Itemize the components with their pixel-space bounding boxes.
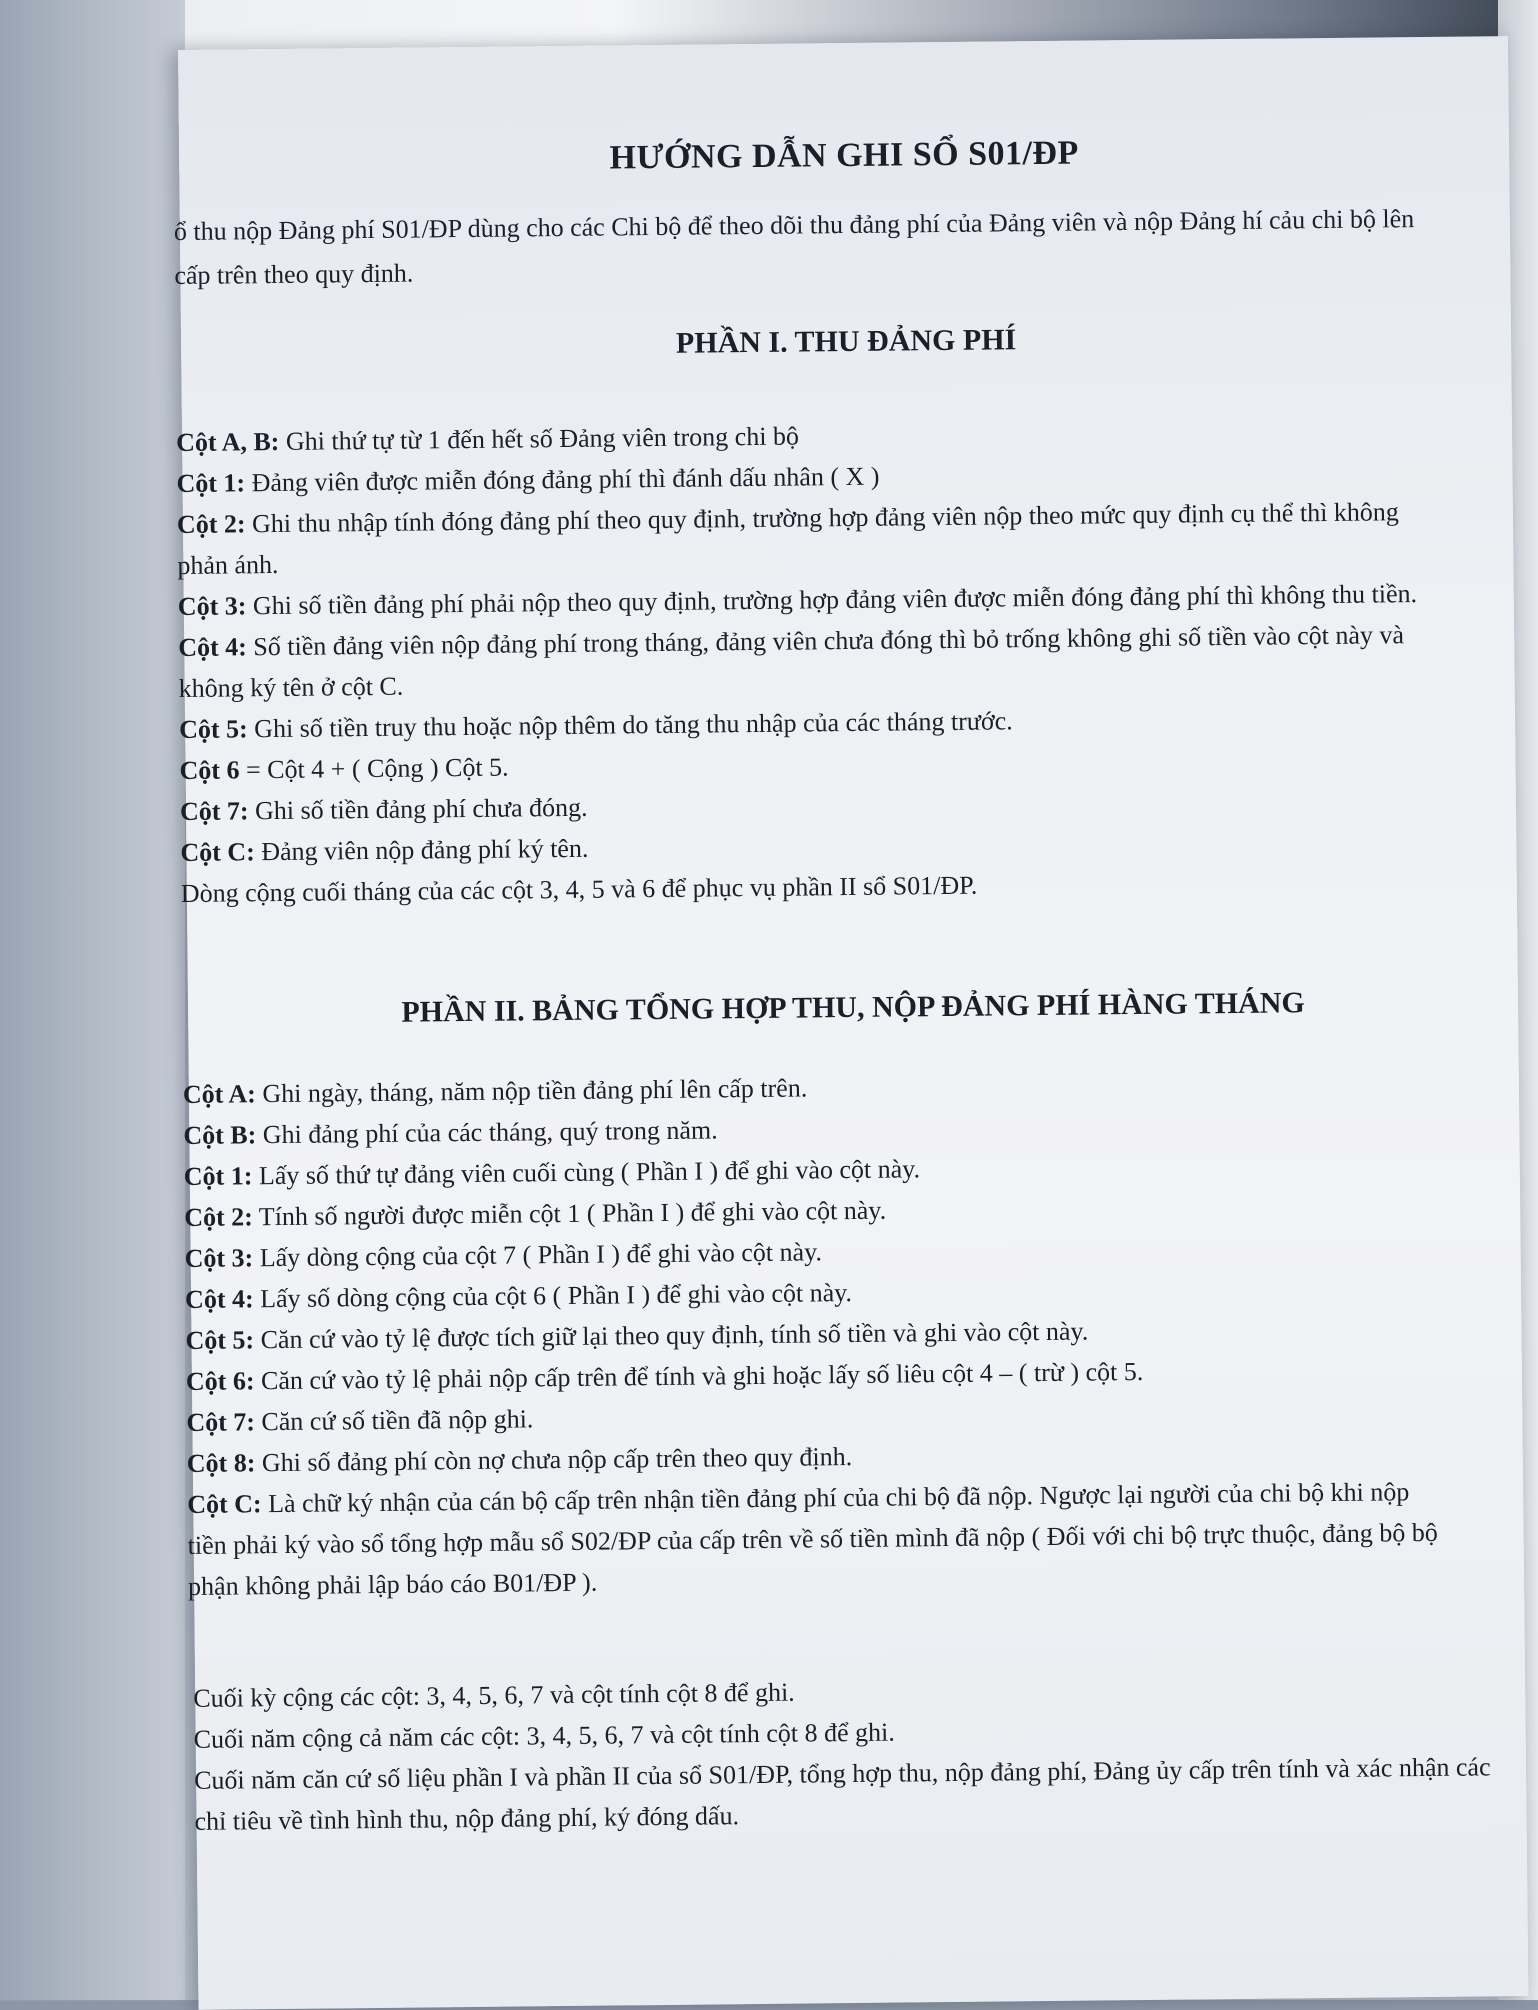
item-label: Cột A, B: xyxy=(176,427,280,457)
item-text: Là chữ ký nhận của cán bộ cấp trên nhận tiền đảng phí của chi bộ đã nộp. Ngược lại người của chi bộ khi nộp tiền phải ký vào sổ tổng hợp mẫu sổ S02/ĐP của cấp trên về số tiền mình đã nộp ( Đối với chi bộ trực thuộc, đảng bộ bộ phận không phải lập báo cáo B01/ĐP ). xyxy=(188,1477,1438,1601)
closing-line: Cuối kỳ cộng các cột: 3, 4, 5, 6, 7 và cột tính cột 8 để ghi. xyxy=(193,1664,1493,1719)
item-label: Cột 1: xyxy=(176,468,245,498)
item-text: Đảng viên được miễn đóng đảng phí thì đánh dấu nhân ( X ) xyxy=(245,462,880,498)
item-label: Cột A: xyxy=(183,1079,256,1109)
item-label: Cột 5: xyxy=(185,1325,254,1355)
item-text: Ghi số tiền đảng phí chưa đóng. xyxy=(248,793,587,826)
item-label: Cột 1: xyxy=(184,1161,253,1191)
item-label: Cột 2: xyxy=(184,1202,253,1232)
item-label: Cột 5: xyxy=(179,714,248,744)
item-label: Cột 7: xyxy=(180,796,249,826)
item-text: = Cột 4 + ( Cộng ) Cột 5. xyxy=(239,753,508,785)
list-item xyxy=(187,1471,1448,1607)
item-text: Dòng cộng cuối tháng của các cột 3, 4, 5 và 6 để phục vụ phần II sổ S01/ĐP. xyxy=(181,871,978,908)
item-text: Ghi số đảng phí còn nợ chưa nộp cấp trên theo quy định. xyxy=(255,1442,852,1477)
section-2-list xyxy=(183,1061,1449,1607)
item-text: Căn cứ vào tỷ lệ phải nộp cấp trên để tính và ghi hoặc lấy số liêu cột 4 – ( trừ ) cột 5. xyxy=(254,1357,1143,1395)
item-text: Lấy dòng cộng của cột 7 ( Phần I ) để ghi vào cột này. xyxy=(253,1237,822,1272)
item-label: Cột 7: xyxy=(186,1407,255,1437)
document-page xyxy=(178,36,1528,2010)
item-label: Cột C: xyxy=(180,837,255,867)
section-2-title: PHẦN II. BẢNG TỔNG HỢP THU, NỘP ĐẢNG PHÍ HÀNG THÁNG xyxy=(188,984,1518,1032)
item-text: Số tiền đảng viên nộp đảng phí trong tháng, đảng viên chưa đóng thì bỏ trống không ghi số tiền vào cột này và không ký tên ở cột C. xyxy=(179,620,1405,703)
item-text: Lấy số thứ tự đảng viên cuối cùng ( Phần I ) để ghi vào cột này. xyxy=(252,1154,920,1190)
closing-line: Cuối năm cộng cả năm các cột: 3, 4, 5, 6, 7 và cột tính cột 8 để ghi. xyxy=(193,1705,1493,1760)
document-title: HƯỚNG DẪN GHI SỔ S01/ĐP xyxy=(179,130,1509,182)
page-content xyxy=(178,36,1528,2010)
closing-notes xyxy=(193,1664,1495,1842)
section-1-title: PHẦN I. THU ĐẢNG PHÍ xyxy=(181,318,1511,366)
item-label: Cột 6 xyxy=(179,755,239,785)
item-text: Tính số người được miễn cột 1 ( Phần I ) để ghi vào cột này. xyxy=(253,1196,887,1232)
item-text: Căn cứ số tiền đã nộp ghi. xyxy=(255,1404,534,1436)
item-label: Cột 3: xyxy=(178,591,247,621)
intro-paragraph: ổ thu nộp Đảng phí S01/ĐP dùng cho các Chi bộ để theo dõi thu đảng phí của Đảng viên và nộp Đảng hí cảu chi bộ lên cấp trên theo quy định. xyxy=(174,197,1425,298)
list-item xyxy=(177,491,1438,586)
book-left-edge xyxy=(0,0,185,2000)
item-label: Cột 6: xyxy=(186,1366,255,1396)
item-label: Cột 4: xyxy=(185,1284,254,1314)
item-label: Cột C: xyxy=(187,1489,262,1519)
item-text: Ghi số tiền truy thu hoặc nộp thêm do tăng thu nhập của các tháng trước. xyxy=(248,706,1013,743)
item-label: Cột B: xyxy=(183,1120,256,1150)
list-item xyxy=(178,614,1439,709)
item-text: Căn cứ vào tỷ lệ được tích giữ lại theo quy định, tính số tiền và ghi vào cột này. xyxy=(254,1317,1088,1355)
item-text: Ghi thu nhập tính đóng đảng phí theo quy định, trường hợp đảng viên nộp theo mức quy định cụ thể thì không phản ánh. xyxy=(177,497,1399,580)
item-text: Đảng viên nộp đảng phí ký tên. xyxy=(255,834,589,866)
item-text: Ghi đảng phí của các tháng, quý trong năm. xyxy=(256,1115,718,1149)
item-text: Ghi thứ tự từ 1 đến hết số Đảng viên trong chi bộ xyxy=(279,422,799,456)
item-text: Lấy số dòng cộng của cột 6 ( Phần I ) để ghi vào cột này. xyxy=(254,1278,853,1313)
item-label: Cột 2: xyxy=(177,509,246,539)
item-text: Ghi số tiền đảng phí phải nộp theo quy định, trường hợp đảng viên được miễn đóng đảng phí thì không thu tiền. xyxy=(246,579,1417,620)
item-label: Cột 4: xyxy=(178,632,247,662)
closing-line: Cuối năm căn cứ số liệu phần I và phần II của sổ S01/ĐP, tổng hợp thu, nộp đảng phí, Đảng ủy cấp trên tính và xác nhận các chỉ tiêu về tình hình thu, nộp đảng phí, ký đóng dấu. xyxy=(194,1746,1495,1842)
item-label: Cột 3: xyxy=(185,1243,254,1273)
section-1-list xyxy=(176,409,1441,914)
item-text: Ghi ngày, tháng, năm nộp tiền đảng phí lên cấp trên. xyxy=(256,1073,808,1108)
item-label: Cột 8: xyxy=(187,1448,256,1478)
